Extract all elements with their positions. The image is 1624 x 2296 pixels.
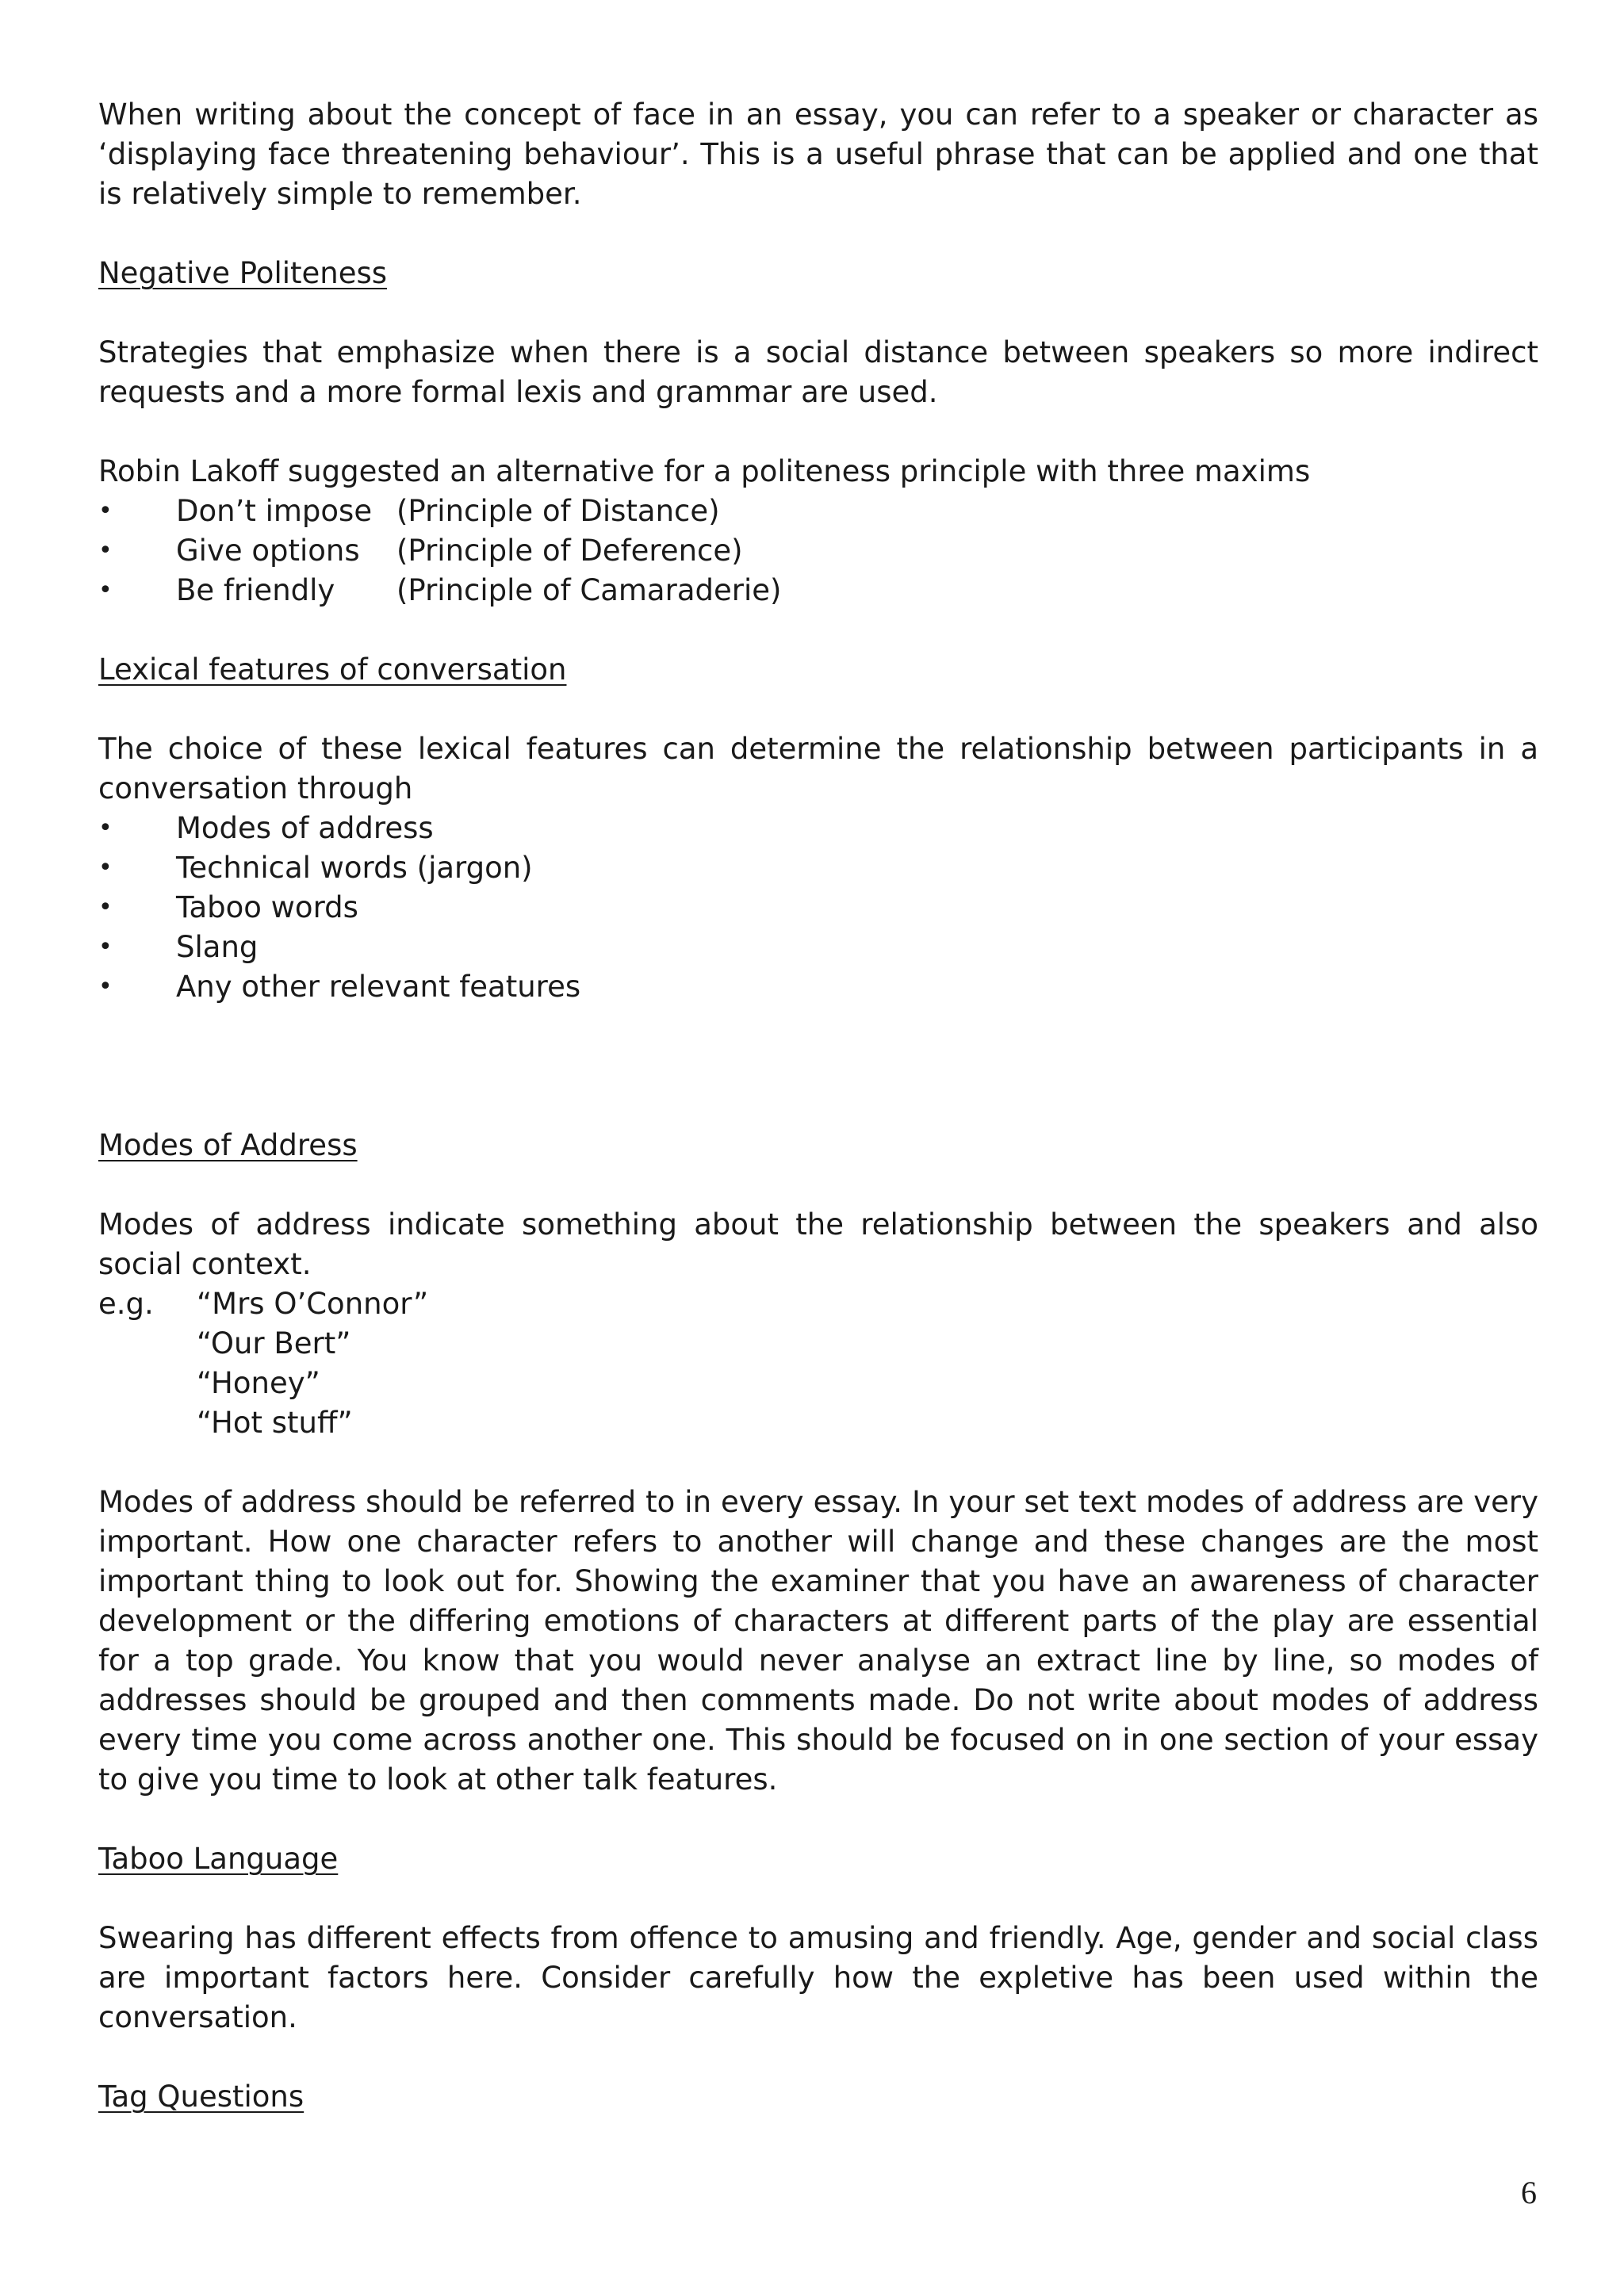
heading-lexical-features: Lexical features of conversation	[98, 652, 567, 687]
maxim-principle: (Principle of Camaraderie)	[396, 573, 782, 607]
list-item-text: Technical words (jargon)	[176, 851, 533, 885]
examples-block	[98, 1284, 1538, 1443]
intro-paragraph: When writing about the concept of face in an essay, you can refer to a speaker or character as ‘displaying face threatening behaviour’. This is a useful phrase that can be applied and one that is relatively simple to remember.	[98, 98, 1538, 211]
list-item	[98, 848, 1538, 888]
maxim-item	[98, 492, 1538, 531]
maxim-item	[98, 531, 1538, 571]
bullet-icon: •	[98, 854, 113, 882]
heading-modes-of-address: Modes of Address	[98, 1128, 358, 1162]
list-item-text: Taboo words	[176, 890, 358, 924]
example-text: “Honey”	[197, 1366, 320, 1400]
lexical-features-paragraph: The choice of these lexical features can determine the relationship between participants in a conversation through	[98, 732, 1538, 806]
list-item-text: Modes of address	[176, 811, 434, 845]
example-row	[98, 1284, 1538, 1324]
list-item-text: Slang	[176, 930, 259, 964]
lakoff-intro: Robin Lakoff suggested an alternative for a politeness principle with three maxims	[98, 454, 1311, 488]
maxim-name: Give options	[176, 534, 360, 568]
maxim-principle: (Principle of Distance)	[396, 494, 720, 528]
page-number: 6	[1521, 2175, 1537, 2210]
modes-of-address-paragraph: Modes of address indicate something about the relationship between the speakers and also social context.	[98, 1207, 1538, 1281]
maxim-name: Don’t impose	[176, 494, 373, 528]
bullet-icon: •	[98, 814, 113, 842]
example-text: “Mrs O’Connor”	[197, 1287, 429, 1321]
modes-of-address-guidance-paragraph: Modes of address should be referred to in every essay. In your set text modes of address are very important. How one character refers to another will change and these changes are the most important thing to look out for. Showing the examiner that you have an awareness of character development or the differing emotions of characters at different parts of the play are essential for a top grade. You know that you would never analyse an extract line by line, so modes of addresses should be grouped and then comments made. Do not write about modes of address every time you come across another one. This should be focused on in one section of your essay to give you time to look at other talk features.	[98, 1485, 1538, 1797]
bullet-icon: •	[98, 497, 113, 525]
bullet-icon: •	[98, 576, 113, 604]
list-item-text: Any other relevant features	[176, 970, 581, 1004]
list-item	[98, 809, 1538, 848]
maxims-list	[98, 492, 1538, 610]
example-row	[98, 1364, 1538, 1403]
bullet-icon: •	[98, 894, 113, 921]
heading-taboo-language: Taboo Language	[98, 1842, 339, 1876]
list-item	[98, 967, 1538, 1007]
heading-tag-questions: Tag Questions	[98, 2080, 304, 2114]
list-item	[98, 928, 1538, 967]
taboo-language-paragraph: Swearing has different effects from offence to amusing and friendly. Age, gender and social class are important factors here. Consider carefully how the expletive has been used within the conversation.	[98, 1921, 1538, 2034]
list-item	[98, 888, 1538, 928]
bullet-icon: •	[98, 973, 113, 1001]
page-content	[98, 95, 1538, 2117]
maxim-item	[98, 571, 1538, 610]
lexical-features-list	[98, 809, 1538, 1007]
bullet-icon: •	[98, 537, 113, 564]
eg-label: e.g.	[98, 1287, 154, 1321]
maxim-name: Be friendly	[176, 573, 335, 607]
example-text: “Hot stuff”	[197, 1406, 353, 1440]
negative-politeness-paragraph: Strategies that emphasize when there is a social distance between speakers so more indirect requests and a more formal lexis and grammar are used.	[98, 335, 1538, 409]
bullet-icon: •	[98, 933, 113, 961]
heading-negative-politeness: Negative Politeness	[98, 256, 388, 290]
example-row	[98, 1403, 1538, 1443]
example-row	[98, 1324, 1538, 1364]
example-text: “Our Bert”	[197, 1326, 351, 1360]
maxim-principle: (Principle of Deference)	[396, 534, 743, 568]
